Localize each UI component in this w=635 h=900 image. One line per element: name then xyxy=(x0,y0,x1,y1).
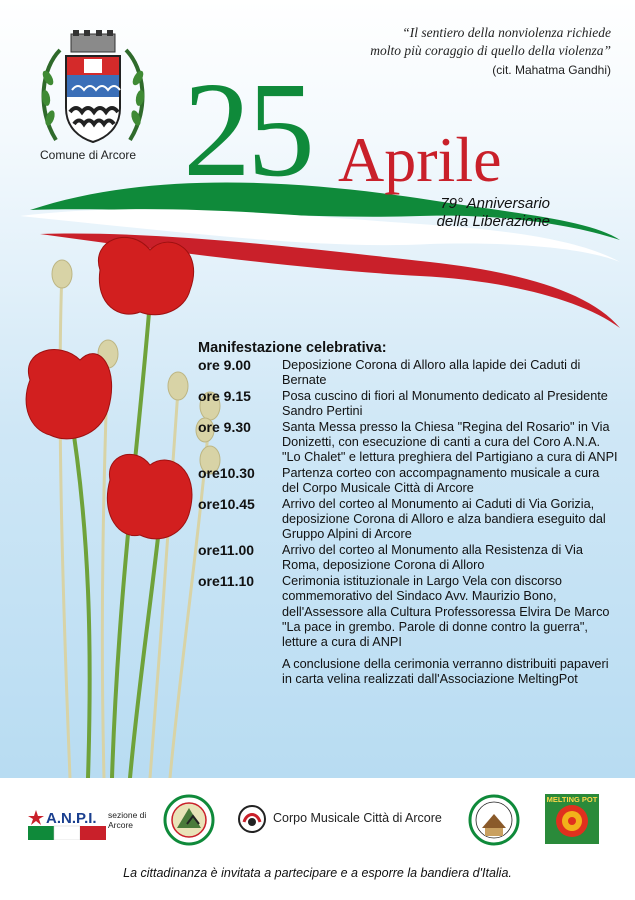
date-month: Aprile xyxy=(338,124,502,195)
quote-line-1: “Il sentiero della nonviolenza richiede xyxy=(402,25,611,40)
event-row xyxy=(198,543,618,574)
closing-note: A conclusione della cerimonia verranno distribuiti papaveri in carta velina realizzati dall'Associazione MeltingPot xyxy=(282,656,609,687)
anniversary-line-1: 79° Anniversario xyxy=(440,195,550,212)
event-row xyxy=(198,420,618,466)
quote-line-2: molto più coraggio di quello della violenza” xyxy=(370,43,611,58)
event-time: ore 9.15 xyxy=(198,387,251,404)
event-row xyxy=(198,497,618,543)
event-row xyxy=(198,466,618,497)
anniversary-line-2: della Liberazione xyxy=(436,213,550,230)
gandhi-quote xyxy=(281,24,611,79)
reading-note: "La pace in grembo. Parole di donne contro la guerra", letture a cura di ANPI xyxy=(282,619,588,650)
corpo-musicale-name: Corpo Musicale Città di Arcore xyxy=(273,811,442,825)
coro-lo-chalet-logo-icon xyxy=(468,794,520,846)
event-time: ore 9.30 xyxy=(198,418,251,435)
municipal-crest-icon xyxy=(38,28,148,148)
municipality-name: Comune di Arcore xyxy=(40,148,137,162)
event-row xyxy=(198,574,618,620)
event-desc: Arrivo del corteo al Monumento alla Resistenza di Via Roma, deposizione Corona di Alloro xyxy=(282,542,583,573)
quote-citation: (cit. Mahatma Gandhi) xyxy=(492,63,611,77)
anpi-logo-icon xyxy=(28,808,106,840)
event-row xyxy=(198,358,618,389)
event-desc: Santa Messa presso la Chiesa "Regina del Rosario" in Via Donizetti, con esecuzione di canti a cura del Coro A.N.A. "Lo Chalet" e lettura preghiera del Partigiano a cura di ANPI xyxy=(282,419,618,465)
event-time: ore 9.00 xyxy=(198,357,251,373)
event-desc: Posa cuscino di fiori al Monumento dedicato al Presidente Sandro Pertini xyxy=(282,388,608,419)
event-time: ore10.45 xyxy=(198,495,255,512)
event-time: ore11.00 xyxy=(198,541,255,558)
sponsor-logos xyxy=(0,790,635,850)
event-desc: Arrivo del corteo al Monumento ai Caduti di Via Gorizia, deposizione Corona di Alloro e alza bandiera eseguito dal Gruppo Alpini di Arcore xyxy=(282,496,606,542)
corpo-musicale-logo-icon xyxy=(237,804,267,834)
invitation-text: La cittadinanza è invitata a partecipare e a esporre la bandiera d'Italia. xyxy=(123,866,512,880)
date-day: 25 xyxy=(183,55,311,205)
program-heading: Manifestazione celebrativa: xyxy=(198,340,387,356)
event-time: ore10.30 xyxy=(198,464,255,481)
program xyxy=(198,340,618,688)
melting-pot-label: MELTING POT xyxy=(546,795,598,804)
anpi-label: A.N.P.I. xyxy=(46,810,97,827)
anpi-section: sezione di Arcore xyxy=(108,810,147,830)
alpini-group-logo-icon xyxy=(163,794,215,846)
event-time: ore11.10 xyxy=(198,572,255,589)
event-desc: Cerimonia istituzionale in Largo Vela con discorso commemorativo del Sindaco Avv. Maurizio Bono, dell'Assessore alla Cultura Professoressa Elvira De Marco xyxy=(282,573,610,619)
event-desc: Partenza corteo con accompagnamento musicale a cura del Corpo Musicale Città di Arcore xyxy=(282,465,600,496)
event-desc: Deposizione Corona di Alloro alla lapide dei Caduti di Bernate xyxy=(282,358,581,388)
event-row xyxy=(198,389,618,420)
melting-pot-logo-icon xyxy=(545,794,599,844)
anniversary-subtitle xyxy=(400,195,550,231)
